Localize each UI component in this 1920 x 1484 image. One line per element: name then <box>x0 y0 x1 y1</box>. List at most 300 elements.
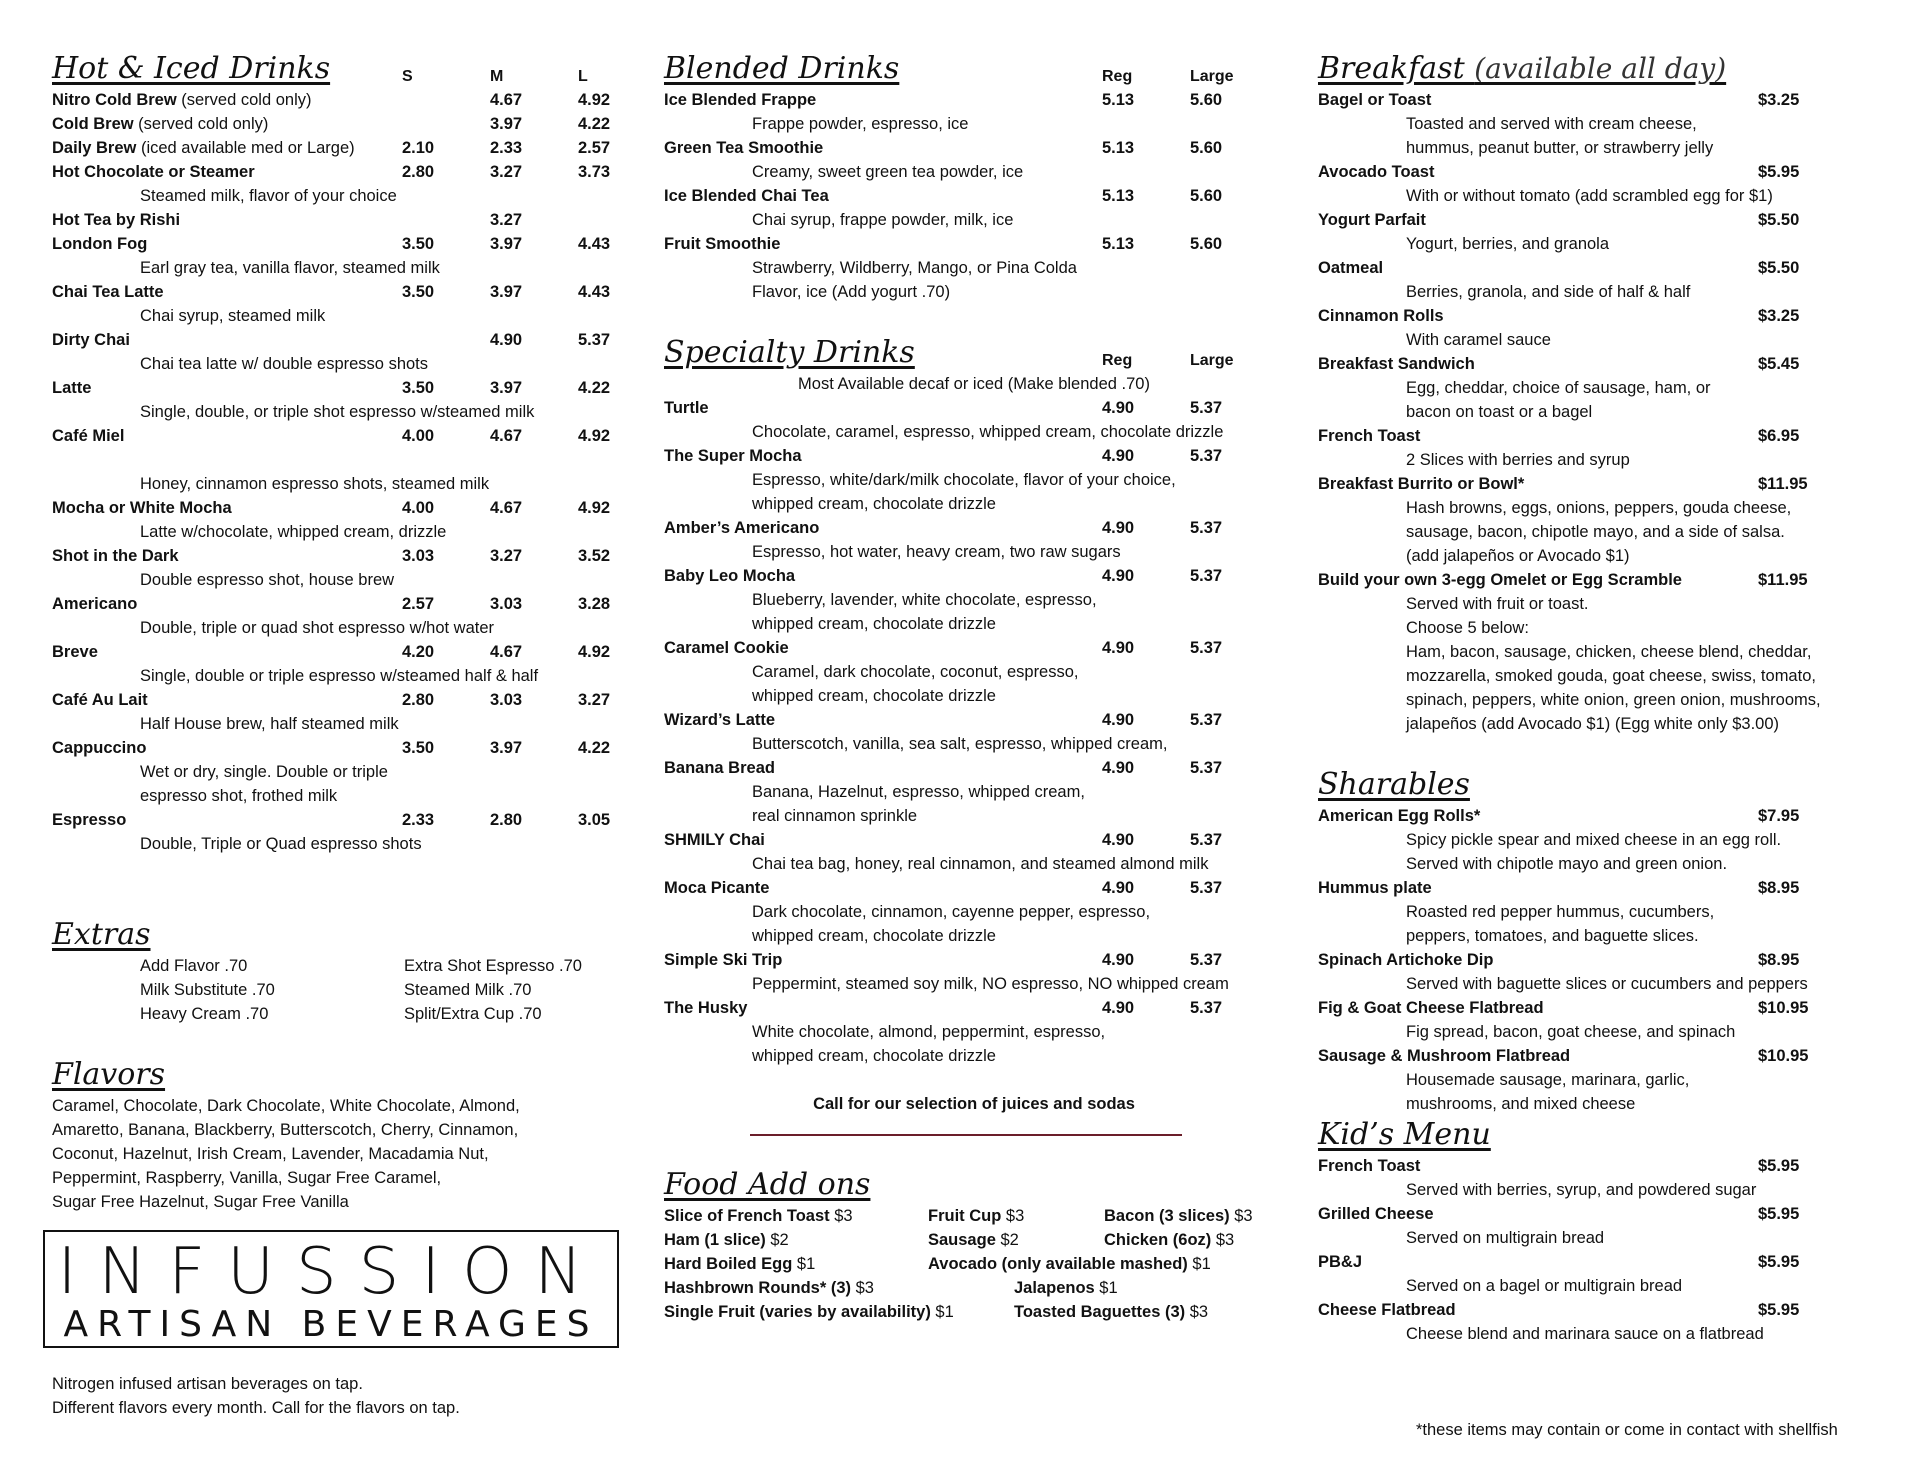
nitro-note-line: Nitrogen infused artisan beverages on tap. <box>52 1375 363 1393</box>
item-description: sausage, bacon, chipotle mayo, and a side of salsa. <box>1406 523 1785 541</box>
menu-item-row <box>1318 948 1888 972</box>
menu-item-row <box>1318 424 1888 448</box>
item-price: $11.95 <box>1758 475 1808 493</box>
item-description: mozzarella, smoked gouda, goat cheese, swiss, tomato, <box>1406 667 1816 685</box>
price-large: 5.37 <box>1190 399 1223 417</box>
item-description: Served with baguette slices or cucumbers and peppers <box>1406 975 1808 993</box>
food-addon-name: Chicken (6oz) <box>1104 1231 1212 1249</box>
item-name: Ice Blended Chai Tea <box>664 187 829 205</box>
extras-item: Add Flavor .70 <box>140 957 248 975</box>
item-description: peppers, tomatoes, and baguette slices. <box>1406 927 1699 945</box>
food-addon-name: Sausage <box>928 1231 996 1249</box>
item-name: Amber’s Americano <box>664 519 820 537</box>
price-m: 2.33 <box>490 139 523 157</box>
price-l: 3.52 <box>578 547 611 565</box>
item-name: Cold Brew <box>52 115 134 133</box>
item-description: Creamy, sweet green tea powder, ice <box>752 163 1024 181</box>
price-m: 4.90 <box>490 331 523 349</box>
item-description: whipped cream, chocolate drizzle <box>752 495 996 513</box>
item-name: Green Tea Smoothie <box>664 139 824 157</box>
specialty-note: Most Available decaf or iced (Make blended .70) <box>798 375 1150 393</box>
item-description: Served with chipotle mayo and green onion. <box>1406 855 1728 873</box>
price-l: 4.92 <box>578 499 611 517</box>
price-l: 4.92 <box>578 91 611 109</box>
item-description: With caramel sauce <box>1406 331 1551 349</box>
menu-item-row <box>664 564 1284 588</box>
price-m: 4.67 <box>490 91 523 109</box>
item-description: Strawberry, Wildberry, Mango, or Pina Colda <box>752 259 1077 277</box>
menu-item-row <box>52 208 622 232</box>
item-name: Fig & Goat Cheese Flatbread <box>1318 999 1544 1017</box>
menu-item-row <box>52 136 622 160</box>
item-name: French Toast <box>1318 427 1421 445</box>
price-m: 3.97 <box>490 115 523 133</box>
item-description: Earl gray tea, vanilla flavor, steamed milk <box>140 259 440 277</box>
item-price: $5.95 <box>1758 1301 1800 1319</box>
price-s: 4.00 <box>402 499 435 517</box>
price-s: 4.20 <box>402 643 435 661</box>
menu-item-row <box>52 160 622 184</box>
item-name: Breakfast Sandwich <box>1318 355 1475 373</box>
item-description: jalapeños (add Avocado $1) (Egg white only $3.00) <box>1406 715 1780 733</box>
item-description: whipped cream, chocolate drizzle <box>752 687 996 705</box>
item-description: Roasted red pepper hummus, cucumbers, <box>1406 903 1715 921</box>
extras-item: Heavy Cream .70 <box>140 1005 269 1023</box>
size-header-m: M <box>490 68 504 85</box>
shellfish-footnote: *these items may contain or come in contact with shellfish <box>1416 1421 1838 1439</box>
menu-item-row <box>664 444 1284 468</box>
item-price: $5.50 <box>1758 211 1800 229</box>
item-description: With or without tomato (add scrambled egg for $1) <box>1406 187 1773 205</box>
menu-item-row <box>1318 804 1888 828</box>
item-price: $5.95 <box>1758 163 1800 181</box>
item-name: Baby Leo Mocha <box>664 567 796 585</box>
food-addon-price: $1 <box>1187 1255 1211 1273</box>
item-price: $5.95 <box>1758 1205 1800 1223</box>
price-reg: 4.90 <box>1102 711 1135 729</box>
price-s: 2.33 <box>402 811 435 829</box>
food-addon-item <box>928 1228 1019 1252</box>
item-description: Served on a bagel or multigrain bread <box>1406 1277 1683 1295</box>
price-m: 3.97 <box>490 283 523 301</box>
item-price: $3.25 <box>1758 91 1800 109</box>
price-l: 3.27 <box>578 691 611 709</box>
price-m: 4.67 <box>490 499 523 517</box>
item-description: Half House brew, half steamed milk <box>140 715 399 733</box>
item-description: Hash browns, eggs, onions, peppers, gouda cheese, <box>1406 499 1792 517</box>
size-header-l: L <box>578 68 588 85</box>
flavors-section-title <box>52 1056 622 1094</box>
item-price: $8.95 <box>1758 951 1800 969</box>
specialty-title: Specialty Drinks <box>664 335 915 370</box>
menu-item-row <box>52 640 622 664</box>
price-reg: 4.90 <box>1102 759 1135 777</box>
column-blended-specialty <box>664 50 1284 1324</box>
food-addon-price: $3 <box>851 1279 874 1297</box>
hot-iced-list <box>52 88 622 856</box>
price-m: 3.97 <box>490 235 523 253</box>
item-name: Wizard’s Latte <box>664 711 776 729</box>
item-description: Double espresso shot, house brew <box>140 571 395 589</box>
price-m: 2.80 <box>490 811 523 829</box>
item-description: Espresso, white/dark/milk chocolate, flavor of your choice, <box>752 471 1176 489</box>
item-description: Served with berries, syrup, and powdered sugar <box>1406 1181 1757 1199</box>
menu-item-row <box>1318 876 1888 900</box>
food-addon-price: $3 <box>1001 1207 1025 1225</box>
price-reg: 4.90 <box>1102 519 1135 537</box>
item-name: Mocha or White Mocha <box>52 499 232 517</box>
menu-item-row <box>52 496 622 520</box>
item-name: Build your own 3-egg Omelet or Egg Scramble <box>1318 571 1682 589</box>
price-l: 4.92 <box>578 427 611 445</box>
menu-item-row <box>1318 160 1888 184</box>
price-large: 5.37 <box>1190 639 1223 657</box>
blended-title: Blended Drinks <box>664 51 900 86</box>
price-l: 4.22 <box>578 739 611 757</box>
menu-item-row <box>1318 208 1888 232</box>
price-large: 5.60 <box>1190 91 1223 109</box>
item-description: whipped cream, chocolate drizzle <box>752 1047 996 1065</box>
food-addons-title: Food Add ons <box>664 1167 871 1202</box>
kids-title: Kid’s Menu <box>1318 1117 1491 1152</box>
item-description: bacon on toast or a bagel <box>1406 403 1593 421</box>
size-header-s: S <box>402 68 413 85</box>
extras-item: Steamed Milk .70 <box>404 981 532 999</box>
hot-iced-title: Hot & Iced Drinks <box>52 51 331 86</box>
item-name: Sausage & Mushroom Flatbread <box>1318 1047 1571 1065</box>
price-reg: 5.13 <box>1102 91 1135 109</box>
item-note: (served cold only) <box>176 91 312 109</box>
price-l: 2.57 <box>578 139 611 157</box>
food-addon-item <box>664 1204 853 1228</box>
item-name: PB&J <box>1318 1253 1363 1271</box>
specialty-section-title <box>664 334 1284 372</box>
item-description: Banana, Hazelnut, espresso, whipped cream, <box>752 783 1085 801</box>
price-large: 5.37 <box>1190 951 1223 969</box>
sharables-list <box>1318 804 1888 1116</box>
price-l: 4.22 <box>578 115 611 133</box>
item-description: Chai tea bag, honey, real cinnamon, and steamed almond milk <box>752 855 1209 873</box>
price-l: 4.43 <box>578 283 611 301</box>
item-price: $5.95 <box>1758 1157 1800 1175</box>
item-name: Moca Picante <box>664 879 770 897</box>
menu-item-row <box>1318 568 1888 592</box>
food-addon-name: Fruit Cup <box>928 1207 1002 1225</box>
food-addon-price: $1 <box>792 1255 816 1273</box>
spacer <box>52 448 622 472</box>
flavors-line: Amaretto, Banana, Blackberry, Butterscotch, Cherry, Cinnamon, <box>52 1121 519 1139</box>
breakfast-list <box>1318 88 1888 736</box>
item-name: Banana Bread <box>664 759 775 777</box>
size-header-reg: Reg <box>1102 68 1133 85</box>
item-description: whipped cream, chocolate drizzle <box>752 615 996 633</box>
item-description: Flavor, ice (Add yogurt .70) <box>752 283 951 301</box>
item-name: Fruit Smoothie <box>664 235 781 253</box>
price-s: 2.80 <box>402 691 435 709</box>
price-reg: 4.90 <box>1102 951 1135 969</box>
item-description: Chai syrup, steamed milk <box>140 307 326 325</box>
menu-item-row <box>52 232 622 256</box>
item-description: Fig spread, bacon, goat cheese, and spinach <box>1406 1023 1736 1041</box>
flavors-line: Coconut, Hazelnut, Irish Cream, Lavender, Macadamia Nut, <box>52 1145 489 1163</box>
price-m: 4.67 <box>490 427 523 445</box>
price-reg: 5.13 <box>1102 139 1135 157</box>
item-description: hummus, peanut butter, or strawberry jelly <box>1406 139 1714 157</box>
menu-item-row <box>664 756 1284 780</box>
food-addon-name: Hashbrown Rounds* (3) <box>664 1279 852 1297</box>
food-addon-price: $2 <box>765 1231 789 1249</box>
price-reg: 4.90 <box>1102 399 1135 417</box>
item-description: real cinnamon sprinkle <box>752 807 918 825</box>
price-s: 3.03 <box>402 547 435 565</box>
logo-wordmark: INFUSSION <box>57 1235 605 1309</box>
item-description: Caramel, dark chocolate, coconut, espresso, <box>752 663 1079 681</box>
item-description: Cheese blend and marinara sauce on a flatbread <box>1406 1325 1764 1343</box>
food-addon-price: $1 <box>930 1303 954 1321</box>
price-m: 3.97 <box>490 739 523 757</box>
food-addon-item <box>664 1228 789 1252</box>
juice-soda-note: Call for our selection of juices and sodas <box>813 1095 1135 1113</box>
kids-section-title <box>1318 1116 1888 1154</box>
price-reg: 4.90 <box>1102 831 1135 849</box>
extras-title: Extras <box>52 917 151 952</box>
item-name: Oatmeal <box>1318 259 1384 277</box>
item-description: Honey, cinnamon espresso shots, steamed milk <box>140 475 490 493</box>
blended-list <box>664 88 1284 304</box>
food-addon-price: $2 <box>995 1231 1019 1249</box>
item-description: espresso shot, frothed milk <box>140 787 338 805</box>
size-header-reg: Reg <box>1102 352 1133 369</box>
nitro-note <box>52 1372 460 1420</box>
food-addon-item <box>1014 1276 1118 1300</box>
item-price: $5.95 <box>1758 1253 1800 1271</box>
size-header-large: Large <box>1190 352 1234 369</box>
item-name: SHMILY Chai <box>664 831 765 849</box>
item-description: Toasted and served with cream cheese, <box>1406 115 1697 133</box>
column-drinks <box>52 50 622 1214</box>
food-addon-name: Single Fruit (varies by availability) <box>664 1303 931 1321</box>
item-name: Turtle <box>664 399 709 417</box>
item-description: Double, triple or quad shot espresso w/hot water <box>140 619 495 637</box>
item-name: Dirty Chai <box>52 331 130 349</box>
item-name: Avocado Toast <box>1318 163 1435 181</box>
price-s: 3.50 <box>402 235 435 253</box>
price-reg: 5.13 <box>1102 235 1135 253</box>
item-description: Frappe powder, espresso, ice <box>752 115 969 133</box>
price-s: 3.50 <box>402 379 435 397</box>
menu-item-row <box>1318 1044 1888 1068</box>
item-name: Chai Tea Latte <box>52 283 164 301</box>
item-name: Café Au Lait <box>52 691 148 709</box>
blended-section-title <box>664 50 1284 88</box>
item-description: Single, double, or triple shot espresso w/steamed milk <box>140 403 535 421</box>
price-l: 4.43 <box>578 235 611 253</box>
item-price: $5.45 <box>1758 355 1800 373</box>
item-name: Hot Chocolate or Steamer <box>52 163 255 181</box>
food-addon-item <box>1104 1228 1234 1252</box>
price-reg: 5.13 <box>1102 187 1135 205</box>
size-header-large: Large <box>1190 68 1234 85</box>
item-name: Cinnamon Rolls <box>1318 307 1444 325</box>
item-name: Yogurt Parfait <box>1318 211 1426 229</box>
menu-item-row <box>664 636 1284 660</box>
hot-iced-section-title <box>52 50 622 88</box>
item-description: Latte w/chocolate, whipped cream, drizzle <box>140 523 447 541</box>
menu-item-row <box>1318 1202 1888 1226</box>
item-description: White chocolate, almond, peppermint, espresso, <box>752 1023 1106 1041</box>
price-s: 3.50 <box>402 283 435 301</box>
menu-item-row <box>52 424 622 448</box>
food-addon-name: Jalapenos <box>1014 1279 1095 1297</box>
item-description: Double, Triple or Quad espresso shots <box>140 835 422 853</box>
item-name: Simple Ski Trip <box>664 951 783 969</box>
breakfast-title: Breakfast <box>1318 51 1475 86</box>
price-l: 4.22 <box>578 379 611 397</box>
food-addon-name: Avocado (only available mashed) <box>928 1255 1188 1273</box>
price-l: 5.37 <box>578 331 611 349</box>
food-addon-name: Slice of French Toast <box>664 1207 830 1225</box>
infussion-logo <box>43 1230 619 1348</box>
price-l: 3.73 <box>578 163 611 181</box>
menu-item-row <box>1318 352 1888 376</box>
flavors-line: Sugar Free Hazelnut, Sugar Free Vanilla <box>52 1193 349 1211</box>
price-m: 3.27 <box>490 547 523 565</box>
extras-item: Extra Shot Espresso .70 <box>404 957 582 975</box>
breakfast-subtitle: (available all day) <box>1474 52 1727 85</box>
nitro-note-line: Different flavors every month. Call for the flavors on tap. <box>52 1399 460 1417</box>
food-addons-list <box>664 1204 1284 1324</box>
price-reg: 4.90 <box>1102 639 1135 657</box>
item-description: spinach, peppers, white onion, green onion, mushrooms, <box>1406 691 1821 709</box>
item-name: Café Miel <box>52 427 125 445</box>
food-addon-item <box>928 1252 1211 1276</box>
menu-item-row <box>664 996 1284 1020</box>
menu-item-row <box>664 708 1284 732</box>
price-large: 5.37 <box>1190 567 1223 585</box>
menu-item-row <box>52 112 622 136</box>
item-description: Wet or dry, single. Double or triple <box>140 763 388 781</box>
extras-item: Milk Substitute .70 <box>140 981 275 999</box>
menu-item-row <box>52 88 622 112</box>
item-name: Spinach Artichoke Dip <box>1318 951 1494 969</box>
price-m: 3.27 <box>490 211 523 229</box>
item-price: $3.25 <box>1758 307 1800 325</box>
menu-item-row <box>1318 996 1888 1020</box>
menu-item-row <box>664 516 1284 540</box>
menu-item-row <box>1318 256 1888 280</box>
menu-item-row <box>664 396 1284 420</box>
item-name: Latte <box>52 379 92 397</box>
item-name: Americano <box>52 595 138 613</box>
food-addon-price: $3 <box>1211 1231 1235 1249</box>
item-name: Hummus plate <box>1318 879 1432 897</box>
specialty-list <box>664 396 1284 1068</box>
price-large: 5.60 <box>1190 235 1223 253</box>
price-large: 5.60 <box>1190 139 1223 157</box>
menu-item-row <box>52 808 622 832</box>
price-large: 5.37 <box>1190 519 1223 537</box>
food-addon-item <box>1104 1204 1253 1228</box>
column-food <box>1318 50 1888 1346</box>
item-description: Chai syrup, frappe powder, milk, ice <box>752 211 1014 229</box>
extras-item: Split/Extra Cup .70 <box>404 1005 542 1023</box>
food-addon-item <box>664 1300 954 1324</box>
price-s: 2.80 <box>402 163 435 181</box>
menu-item-row <box>664 948 1284 972</box>
item-name: American Egg Rolls* <box>1318 807 1481 825</box>
menu-item-row <box>52 592 622 616</box>
extras-list <box>52 954 622 1026</box>
item-name: Breve <box>52 643 98 661</box>
item-name: London Fog <box>52 235 148 253</box>
food-addon-item <box>664 1252 815 1276</box>
menu-item-row <box>1318 1298 1888 1322</box>
food-addon-item <box>1014 1300 1208 1324</box>
price-reg: 4.90 <box>1102 999 1135 1017</box>
item-name: Bagel or Toast <box>1318 91 1432 109</box>
price-reg: 4.90 <box>1102 447 1135 465</box>
logo-tagline: ARTISAN BEVERAGES <box>63 1304 599 1345</box>
menu-item-row <box>52 376 622 400</box>
item-name: Hot Tea by Rishi <box>52 211 181 229</box>
item-description: Served with fruit or toast. <box>1406 595 1589 613</box>
item-name: Cheese Flatbread <box>1318 1301 1456 1319</box>
price-m: 3.97 <box>490 379 523 397</box>
item-description: Peppermint, steamed soy milk, NO espresso, NO whipped cream <box>752 975 1229 993</box>
price-l: 3.28 <box>578 595 611 613</box>
item-name: The Husky <box>664 999 748 1017</box>
price-large: 5.37 <box>1190 759 1223 777</box>
price-l: 3.05 <box>578 811 611 829</box>
item-description: whipped cream, chocolate drizzle <box>752 927 996 945</box>
menu-item-row <box>52 688 622 712</box>
price-m: 4.67 <box>490 643 523 661</box>
item-name: Cappuccino <box>52 739 147 757</box>
price-s: 2.10 <box>402 139 435 157</box>
item-name: Nitro Cold Brew <box>52 91 177 109</box>
food-addon-price: $3 <box>829 1207 853 1225</box>
item-description: 2 Slices with berries and syrup <box>1406 451 1630 469</box>
item-description: Berries, granola, and side of half & half <box>1406 283 1691 301</box>
kids-list <box>1318 1154 1888 1346</box>
item-description: Espresso, hot water, heavy cream, two raw sugars <box>752 543 1121 561</box>
food-addon-item <box>928 1204 1024 1228</box>
item-description: Choose 5 below: <box>1406 619 1529 637</box>
menu-item-row <box>664 232 1284 256</box>
food-addon-name: Toasted Baguettes (3) <box>1014 1303 1186 1321</box>
menu-item-row <box>52 280 622 304</box>
item-description: (add jalapeños or Avocado $1) <box>1406 547 1630 565</box>
menu-item-row <box>1318 472 1888 496</box>
item-price: $6.95 <box>1758 427 1800 445</box>
price-reg: 4.90 <box>1102 879 1135 897</box>
price-s: 2.57 <box>402 595 435 613</box>
sharables-title: Sharables <box>1318 767 1470 802</box>
item-price: $5.50 <box>1758 259 1800 277</box>
item-description: Yogurt, berries, and granola <box>1406 235 1610 253</box>
item-description: Egg, cheddar, choice of sausage, ham, or <box>1406 379 1711 397</box>
item-price: $8.95 <box>1758 879 1800 897</box>
menu-item-row <box>664 88 1284 112</box>
price-large: 5.37 <box>1190 999 1223 1017</box>
item-description: Butterscotch, vanilla, sea salt, espresso, whipped cream, <box>752 735 1168 753</box>
food-addon-name: Ham (1 slice) <box>664 1231 766 1249</box>
price-m: 3.03 <box>490 595 523 613</box>
item-note: (iced available med or Large) <box>136 139 355 157</box>
price-l: 4.92 <box>578 643 611 661</box>
item-name: Ice Blended Frappe <box>664 91 817 109</box>
item-description: Dark chocolate, cinnamon, cayenne pepper, espresso, <box>752 903 1151 921</box>
